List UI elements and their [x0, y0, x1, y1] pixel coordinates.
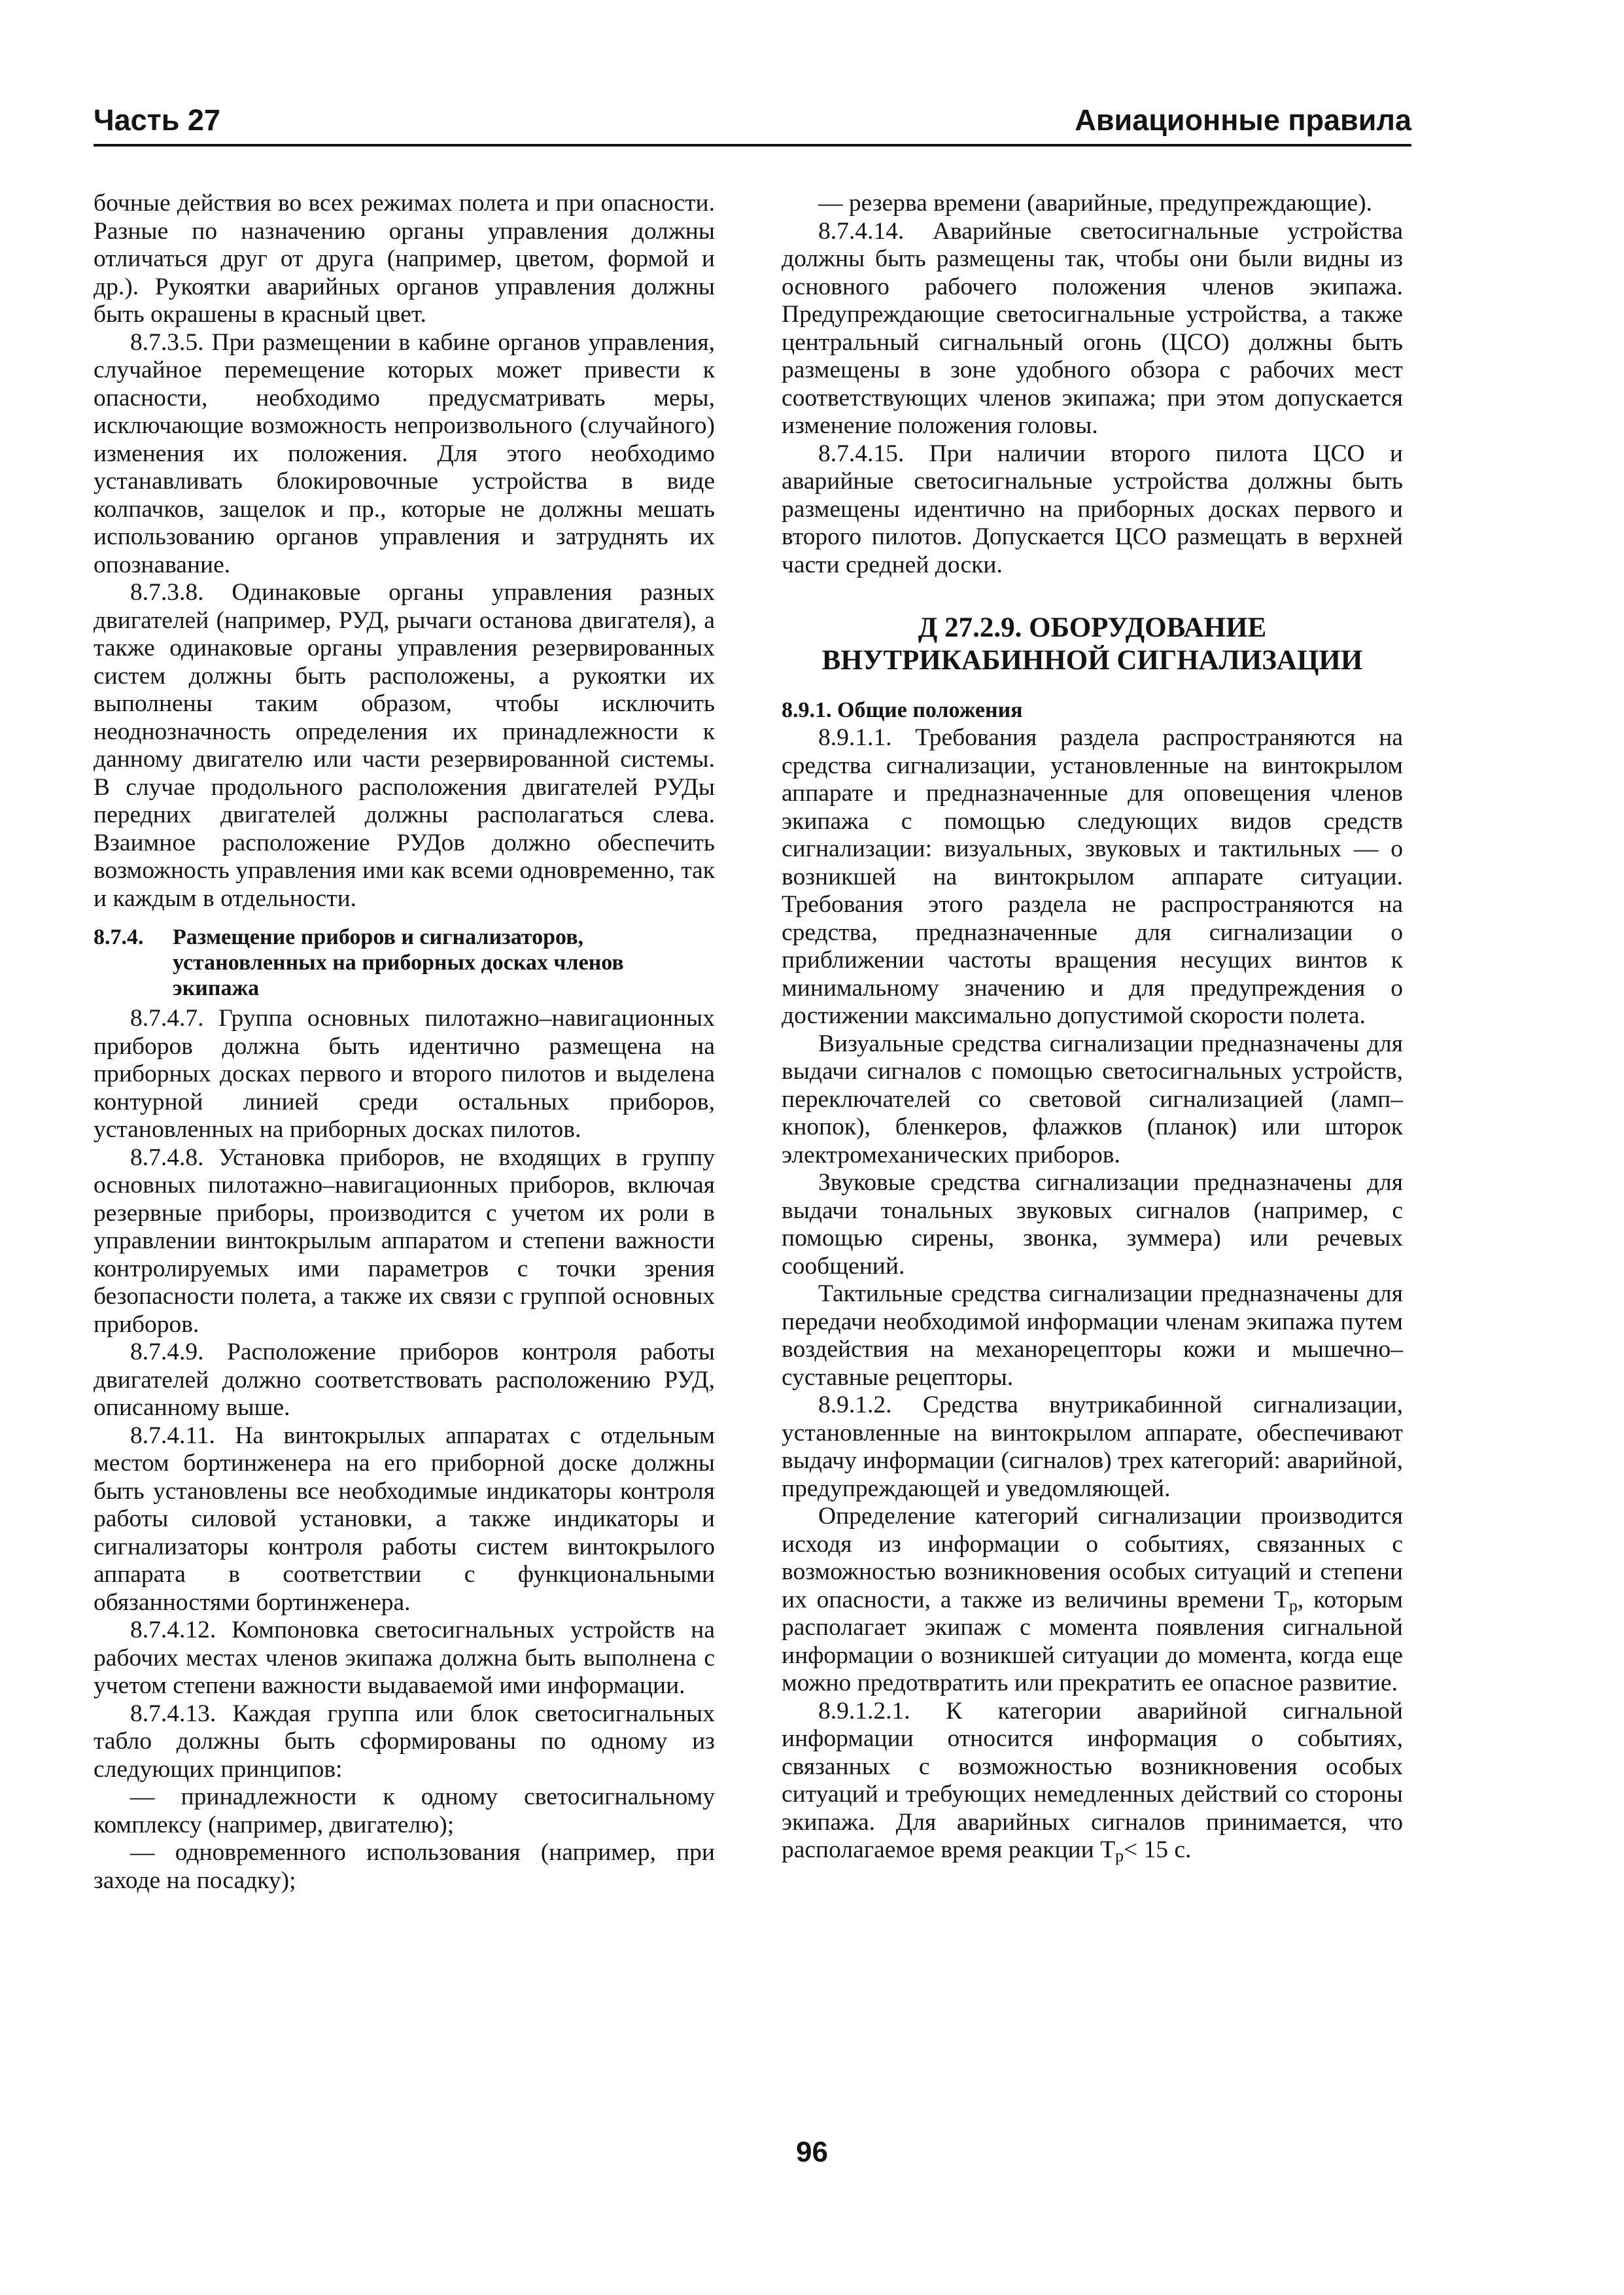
header-part-label: Часть 27 — [94, 103, 220, 137]
paragraph: 8.7.4.7. Группа основных пилотажно–навигационных приборов должна быть идентично размещена на приборных досках первого и второго пилотов и выделена контурной линией среди остальных приборов, установленных на приборных досках пилотов. — [94, 1005, 715, 1143]
subsection-heading: 8.9.1. Общие положения — [782, 698, 1023, 722]
paragraph: 8.7.3.8. Одинаковые органы управления разных двигателей (например, РУД, рычаги останова двигателя), а также одинаковые органы управления резервированных систем должны быть расположены, а рукоятки их выполнены таким образом, чтобы исключить неоднозначность определения их принадлежности к данному двигателю или части резервированной системы. В случае продольного расположения двигателей РУДы передних двигателей должны располагаться слева. Взаимное расположение РУДов должно обеспечить возможность управления ими как всеми одновременно, так и каждым в отдельности. — [94, 579, 715, 912]
paragraph: бочные действия во всех режимах полета и при опасности. Разные по назначению органы управления должны отличаться друг от друга (например, цветом, формой и др.). Рукоятки аварийных органов управления должны быть окрашены в красный цвет. — [94, 190, 715, 328]
left-column — [94, 190, 715, 1895]
paragraph: Тактильные средства сигнализации предназначены для передачи необходимой информации членам экипажа путем воздействия на механорецепторы кожи и мышечно–суставные рецепторы. — [782, 1280, 1403, 1391]
subsection-heading — [94, 924, 715, 1001]
paragraph: 8.7.4.15. При наличии второго пилота ЦСО и аварийные светосигнальные устройства должны быть размещены идентично на приборных досках первого и второго пилотов. Допускается ЦСО размещать в верхней части средней доски. — [782, 440, 1403, 578]
subsection-title: Размещение приборов и сигнализаторов, установленных на приборных досках членов экипажа — [173, 925, 624, 1000]
paragraph: 8.9.1.2. Средства внутрикабинной сигнализации, установленные на винтокрылом аппарате, обеспечивают выдачу информации (сигналов) трех категорий: аварийной, предупреждающей и уведомляющей. — [782, 1392, 1403, 1502]
paragraph-text: 8.9.1.2.1. К категории аварийной сигнальной информации относится информация о событиях, связанных с возможностью возникновения особых ситуаций и требующих немедленных действий со стороны экипажа. Для аварийных сигналов принимается, что располагаемое время реакции Т — [782, 1697, 1403, 1863]
paragraph: Звуковые средства сигнализации предназначены для выдачи тональных звуковых сигналов (например, с помощью сирены, звонка, зуммера) или речевых сообщений. — [782, 1169, 1403, 1280]
section-title-line: Д 27.2.9. ОБОРУДОВАНИЕ — [918, 612, 1267, 643]
paragraph: 8.7.4.12. Компоновка светосигнальных устройств на рабочих местах членов экипажа должна быть выполнена с учетом степени важности выдаваемой ими информации. — [94, 1617, 715, 1699]
paragraph: 8.7.4.14. Аварийные светосигнальные устройства должны быть размещены так, чтобы они были видны из основного рабочего положения членов экипажа. Предупреждающие светосигнальные устройства, а также центральный сигнальный огонь (ЦСО) должны быть размещены в зоне удобного обзора с рабочих мест соответствующих членов экипажа; при этом допускается изменение положения головы. — [782, 217, 1403, 439]
paragraph: 8.7.3.5. При размещении в кабине органов управления, случайное перемещение которых может привести к опасности, необходимо предусматривать меры, исключающие возможность непроизвольного (случайного) изменения их положения. Для этого необходимо устанавливать блокировочные устройства в виде колпачков, защелок и пр., которые не должны мешать использованию органов управления и затруднять их опознавание. — [94, 328, 715, 578]
right-column — [782, 190, 1403, 1865]
subscript: р — [1288, 1596, 1298, 1615]
paragraph — [782, 1698, 1403, 1865]
list-item: — резерва времени (аварийные, предупреждающие). — [818, 190, 1373, 217]
list-item: — принадлежности к одному светосигнальному комплексу (например, двигателю); — [94, 1783, 715, 1838]
paragraph: 8.7.4.8. Установка приборов, не входящих в группу основных пилотажно–навигационных приборов, включая резервные приборы, производится с учетом их роли в управлении винтокрылым аппаратом и степени важности контролируемых ими параметров с точки зрения безопасности полета, а также их связи с группой основных приборов. — [94, 1144, 715, 1338]
paragraph: 8.9.1.1. Требования раздела распространяются на средства сигнализации, установленные на винтокрылом аппарате и предназначенные для оповещения членов экипажа с помощью следующих видов средств сигнализации: визуальных, звуковых и тактильных — о возникшей на винтокрылом аппарате ситуации. Требования этого раздела не распространяются на средства, предназначенные для сигнализации о приближении частоты вращения несущих винтов к минимальному значению и для предупреждения о достижении максимально допустимой скорости полета. — [782, 724, 1403, 1029]
running-header — [94, 98, 1411, 147]
subscript: р — [1115, 1846, 1124, 1865]
section-title-line: ВНУТРИКАБИННОЙ СИГНАЛИЗАЦИИ — [821, 645, 1363, 676]
paragraph: 8.7.4.9. Расположение приборов контроля работы двигателей должно соответствовать расположению РУД, описанному выше. — [94, 1339, 715, 1421]
paragraph: 8.7.4.13. Каждая группа или блок светосигнальных табло должны быть сформированы по одному из следующих принципов: — [94, 1700, 715, 1783]
paragraph-text: , которым располагает экипаж с момента появления сигнальной информации о возникшей ситуации до момента, когда еще можно предотвратить или прекратить ее опасное развитие. — [782, 1586, 1404, 1696]
header-document-title: Авиационные правила — [1075, 103, 1411, 137]
paragraph — [782, 1503, 1403, 1698]
paragraph-text: Определение категорий сигнализации производится исходя из информации о событиях, связанных с возможностью возникновения особых ситуаций и степени их опасности, а также из величины времени Т — [782, 1503, 1403, 1613]
page-number: 96 — [796, 2136, 828, 2168]
paragraph: 8.7.4.11. На винтокрылых аппаратах с отдельным местом бортинженера на его приборной доске должны быть установлены все необходимые индикаторы контроля работы силовой установки, а также индикаторы и сигнализаторы контроля работы систем винтокрылого аппарата в соответствии с функциональными обязанностями бортинженера. — [94, 1422, 715, 1616]
paragraph: Визуальные средства сигнализации предназначены для выдачи сигналов с помощью светосигнальных устройств, переключателей со световой сигнализацией (ламп–кнопок), бленкеров, флажков (планок) или шторок электромеханических приборов. — [782, 1030, 1403, 1168]
section-title — [782, 612, 1403, 677]
paragraph-text: < 15 с. — [1124, 1836, 1192, 1863]
list-item: — одновременного использования (например, при заходе на посадку); — [94, 1839, 715, 1894]
subsection-number: 8.7.4. — [94, 925, 144, 949]
